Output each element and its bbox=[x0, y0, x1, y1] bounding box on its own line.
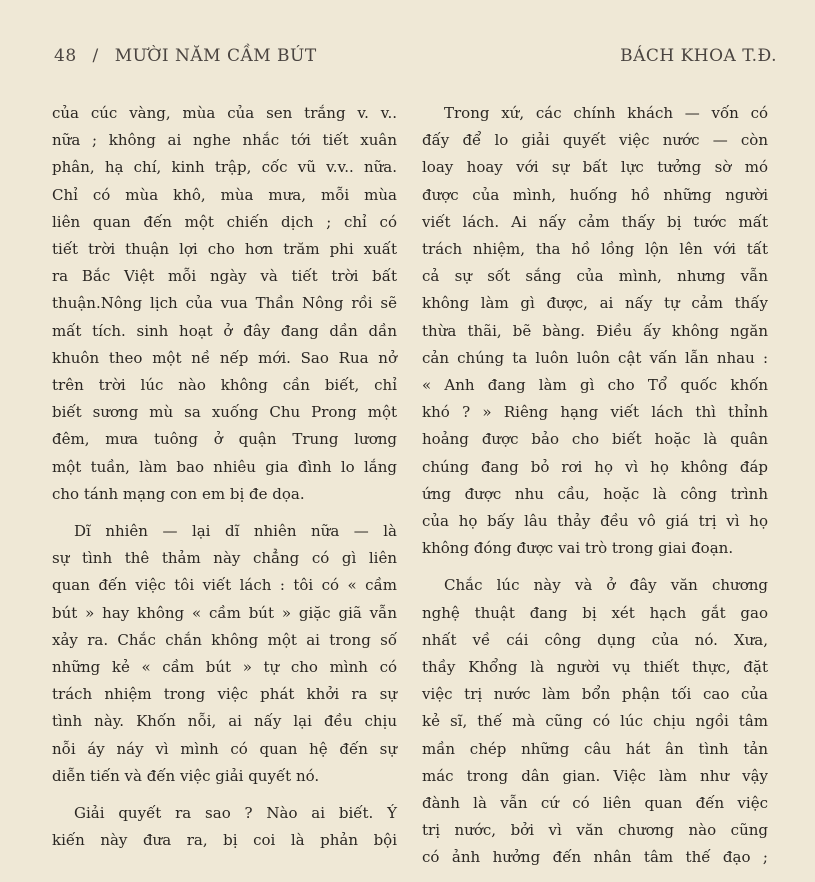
text-line: bút » hay không « cầm bút » giặc giã vẫn bbox=[52, 603, 397, 622]
text-line: thầy Khổng là người vụ thiết thực, đặt bbox=[422, 658, 768, 677]
text-line: việc trị nước làm bổn phận tối cao của bbox=[422, 685, 768, 704]
paragraph bbox=[422, 572, 768, 871]
text-line: không đóng được vai trò trong giai đoạn. bbox=[422, 539, 734, 558]
text-line: phân, hạ chí, kinh trập, cốc vũ v.v.. nữa. bbox=[52, 158, 397, 177]
text-line: trách nhiệm, tha hồ lồng lộn lên với tất bbox=[422, 240, 768, 259]
running-title: MƯỜI NĂM CẦM BÚT bbox=[114, 46, 317, 66]
text-line: nhất về cái công dụng của nó. Xưa, bbox=[422, 630, 768, 649]
header-left bbox=[54, 46, 317, 66]
text-line: trên trời lúc nào không cần biết, chỉ bbox=[52, 376, 397, 395]
text-line: Chỉ có mùa khô, mùa mưa, mỗi mùa bbox=[52, 185, 397, 204]
text-line: kiến này đưa ra, bị coi là phản bội bbox=[52, 831, 397, 850]
page-number: 48 bbox=[54, 46, 77, 66]
paragraph bbox=[52, 518, 397, 790]
text-line: mác trong dân gian. Việc làm như vậy bbox=[422, 766, 768, 785]
text-line: mất tích. sinh hoạt ở đây đang dần dần bbox=[52, 321, 397, 340]
text-line: khó ? » Riêng hạng viết lách thì thỉnh bbox=[422, 403, 768, 422]
text-line: chúng đang bỏ rơi họ vì họ không đáp bbox=[422, 457, 768, 476]
text-line: nghệ thuật đang bị xét hạch gắt gao bbox=[422, 603, 768, 622]
text-line: trị nước, bởi vì văn chương nào cũng bbox=[422, 821, 768, 840]
text-line: những kẻ « cầm bút » tự cho mình có bbox=[52, 658, 397, 677]
text-line: có ảnh hưởng đến nhân tâm thế đạo ; bbox=[422, 848, 768, 867]
text-line: đành là vẫn cứ có liên quan đến việc bbox=[422, 794, 768, 813]
header-separator: / bbox=[92, 46, 99, 66]
text-line: Giải quyết ra sao ? Nào ai biết. Ý bbox=[74, 804, 397, 823]
running-header bbox=[54, 46, 777, 74]
text-line: Dĩ nhiên — lại dĩ nhiên nữa — là bbox=[74, 522, 397, 541]
text-line: đấy để lo giải quyết việc nước — còn bbox=[422, 131, 768, 150]
text-line: khuôn theo một nề nếp mới. Sao Rua nở bbox=[52, 348, 397, 367]
text-line: xảy ra. Chắc chắn không một ai trong số bbox=[52, 630, 397, 649]
text-line: liên quan đến một chiến dịch ; chỉ có bbox=[52, 212, 397, 231]
text-line: ra Bắc Việt mỗi ngày và tiết trời bất bbox=[52, 267, 397, 286]
paragraph bbox=[422, 100, 768, 562]
text-line: quan đến việc tôi viết lách : tôi có « cầm bbox=[52, 576, 397, 595]
text-line: loay hoay với sự bất lực tưởng sờ mó bbox=[422, 158, 768, 177]
text-line: hoảng được bảo cho biết hoặc là quân bbox=[422, 430, 768, 449]
text-line: của họ bấy lâu thảy đều vô giá trị vì họ bbox=[422, 512, 768, 531]
text-line: tiết trời thuận lợi cho hơn trăm phi xuất bbox=[52, 240, 397, 259]
text-line: Chắc lúc này và ở đây văn chương bbox=[444, 576, 768, 595]
text-line: cả sự sốt sắng của mình, nhưng vẫn bbox=[422, 267, 768, 286]
text-line: cho tánh mạng con em bị đe dọa. bbox=[52, 484, 305, 503]
text-line: Trong xứ, các chính khách — vốn có bbox=[444, 104, 768, 122]
right-column bbox=[422, 100, 768, 882]
text-line: viết lách. Ai nấy cảm thấy bị tước mất bbox=[422, 212, 768, 231]
text-line: sự tình thê thảm này chẳng có gì liên bbox=[52, 549, 397, 568]
text-line: đêm, mưa tuông ở quận Trung lương bbox=[52, 430, 397, 449]
text-line: nỗi áy náy vì mình có quan hệ đến sự bbox=[52, 739, 397, 758]
text-line: nữa ; không ai nghe nhắc tới tiết xuân bbox=[52, 131, 397, 150]
text-line: diễn tiến và đến việc giải quyết nó. bbox=[52, 766, 320, 785]
left-column bbox=[52, 100, 397, 864]
text-line: không làm gì được, ai nấy tự cảm thấy bbox=[422, 294, 768, 313]
text-line: mần chép những câu hát ân tình tản bbox=[422, 739, 768, 758]
text-line: thừa thãi, bẽ bàng. Điều ấy không ngăn bbox=[422, 321, 768, 340]
magazine-title: BÁCH KHOA T.Đ. bbox=[620, 46, 777, 66]
text-line: cản chúng ta luôn luôn cật vấn lẫn nhau : bbox=[422, 348, 768, 367]
text-line: trách nhiệm trong việc phát khởi ra sự bbox=[52, 685, 397, 704]
text-line: của cúc vàng, mùa của sen trắng v. v.. bbox=[52, 104, 397, 122]
text-line: tình này. Khốn nỗi, ai nấy lại đều chịu bbox=[52, 712, 397, 731]
text-line: « Anh đang làm gì cho Tổ quốc khốn bbox=[422, 376, 768, 395]
text-line: kẻ sĩ, thế mà cũng có lúc chịu ngồi tâm bbox=[422, 712, 768, 731]
text-line: biết sương mù sa xuống Chu Prong một bbox=[52, 403, 397, 422]
text-line: thuận.Nông lịch của vua Thần Nông rồi sẽ bbox=[52, 294, 397, 313]
paragraph bbox=[52, 100, 397, 508]
paragraph bbox=[52, 800, 397, 854]
text-line: ứng được nhu cầu, hoặc là công trình bbox=[422, 484, 768, 503]
text-line: được của mình, huống hồ những người bbox=[422, 185, 768, 204]
text-line: một tuần, làm bao nhiêu gia đình lo lắng bbox=[52, 457, 397, 476]
